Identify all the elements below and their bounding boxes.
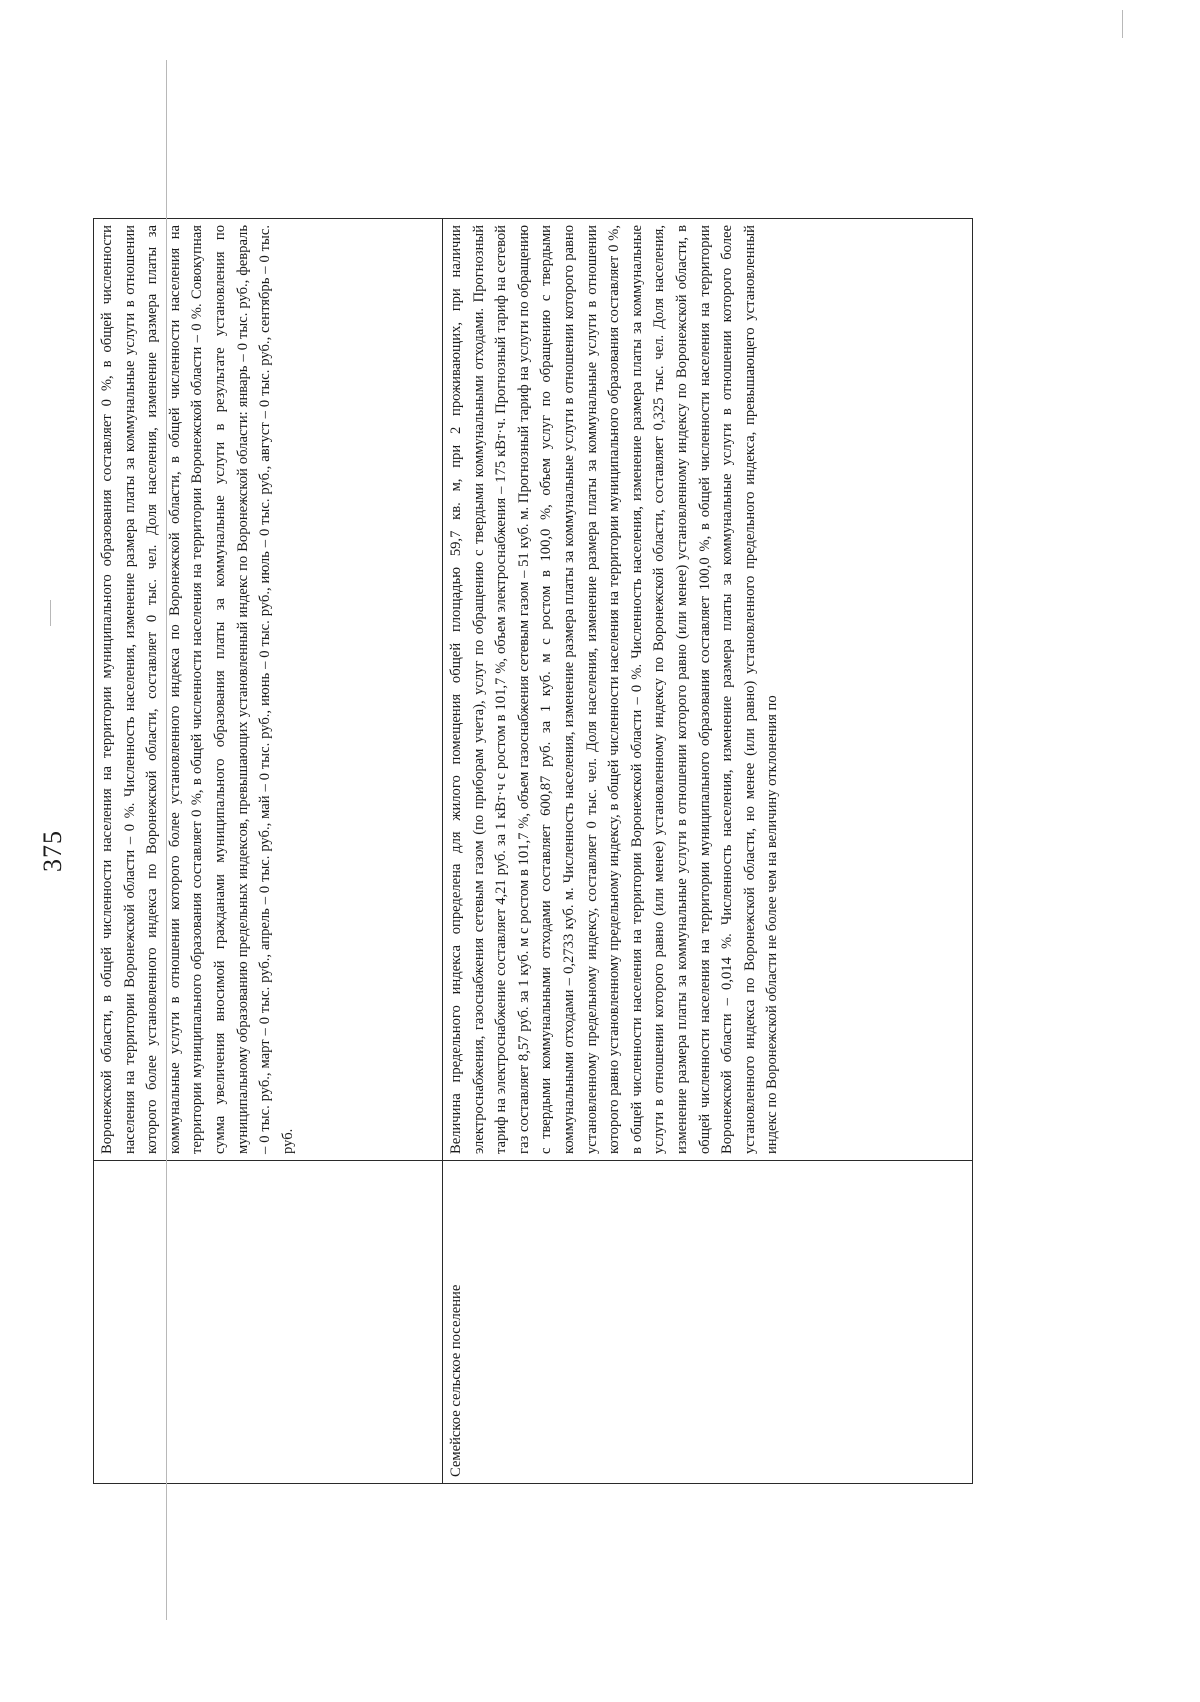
document-table — [93, 218, 973, 1484]
description-cell: Воронежской области, в общей численности населения на территории муниципального образования составляет 0 %, в общей численности населения на территории Воронежской области – 0 %. Численность населения, изменение размера платы за коммунальные услуги в отношении которого более установленного индекса по Воронежской области, составляет 0 тыс. чел. Доля населения, изменение размера платы за коммунальные услуги в отношении которого более установленного индекса по Воронежской области, в общей численности населения на территории муниципального образования составляет 0 %, в общей численности населения на территории Воронежской области – 0 %. Совокупная сумма увеличения вносимой гражданами муниципального образования платы за коммунальные услуги в результате установления по муниципальному образованию предельных индексов, превышающих установленный индекс по Воронежской области: январь – 0 тыс. руб., февраль – 0 тыс. руб., март – 0 тыс. руб., апрель – 0 тыс. руб., май – 0 тыс. руб., июнь – 0 тыс. руб., июль – 0 тыс. руб., август – 0 тыс. руб., сентябрь – 0 тыс. руб. — [94, 219, 443, 1161]
table-row — [94, 219, 443, 1484]
table-row — [443, 219, 973, 1484]
description-cell: Величина предельного индекса определена для жилого помещения общей площадью 59,7 кв. м, при 2 проживающих, при наличии электроснабжения, газоснабжения сетевым газом (по приборам учета), услуг по обращению с твердыми коммунальными отходами. Прогнозный тариф на электроснабжение составляет 4,21 руб. за 1 кВт·ч с ростом в 101,7 %, объем электроснабжения – 175 кВт·ч. Прогнозный тариф на сетевой газ составляет 8,57 руб. за 1 куб. м с ростом в 101,7 %, объем газоснабжения сетевым газом – 51 куб. м. Прогнозный тариф на услуги по обращению с твердыми коммунальными отходами составляет 600,87 руб. за 1 куб. м с ростом в 100,0 %, объем услуг по обращению с твердыми коммунальными отходами – 0,2733 куб. м. Численность населения, изменение размера платы за коммунальные услуги в отношении которого равно установленному предельному индексу, составляет 0 тыс. чел. Доля населения, изменение размера платы за коммунальные услуги в отношении которого равно установленному предельному индексу, в общей численности населения на территории муниципального образования составляет 0 %, в общей численности населения на территории Воронежской области – 0 %. Численность населения, изменение размера платы за коммунальные услуги в отношении которого равно (или менее) установленному индексу по Воронежской области, составляет 0,325 тыс. чел. Доля населения, изменение размера платы за коммунальные услуги в отношении которого равно (или менее) установленному индексу по Воронежской области, в общей численности населения на территории муниципального образования составляет 100,0 %, в общей численности населения на территории Воронежской области – 0,014 %. Численность населения, изменение размера платы за коммунальные услуги в отношении которого более установленного индекса по Воронежской области, но менее (или равно) установленного предельного индекса, превышающего установленный индекс по Воронежской области не более чем на величину отклонения по — [443, 219, 973, 1161]
scan-artifact-line — [50, 600, 51, 626]
municipality-name-cell — [94, 1161, 443, 1484]
page-number: 375 — [38, 830, 67, 872]
scan-artifact-line — [166, 60, 167, 1620]
municipality-name-cell: Семейское сельское поселение — [443, 1161, 973, 1484]
scan-artifact-line — [1122, 10, 1123, 38]
